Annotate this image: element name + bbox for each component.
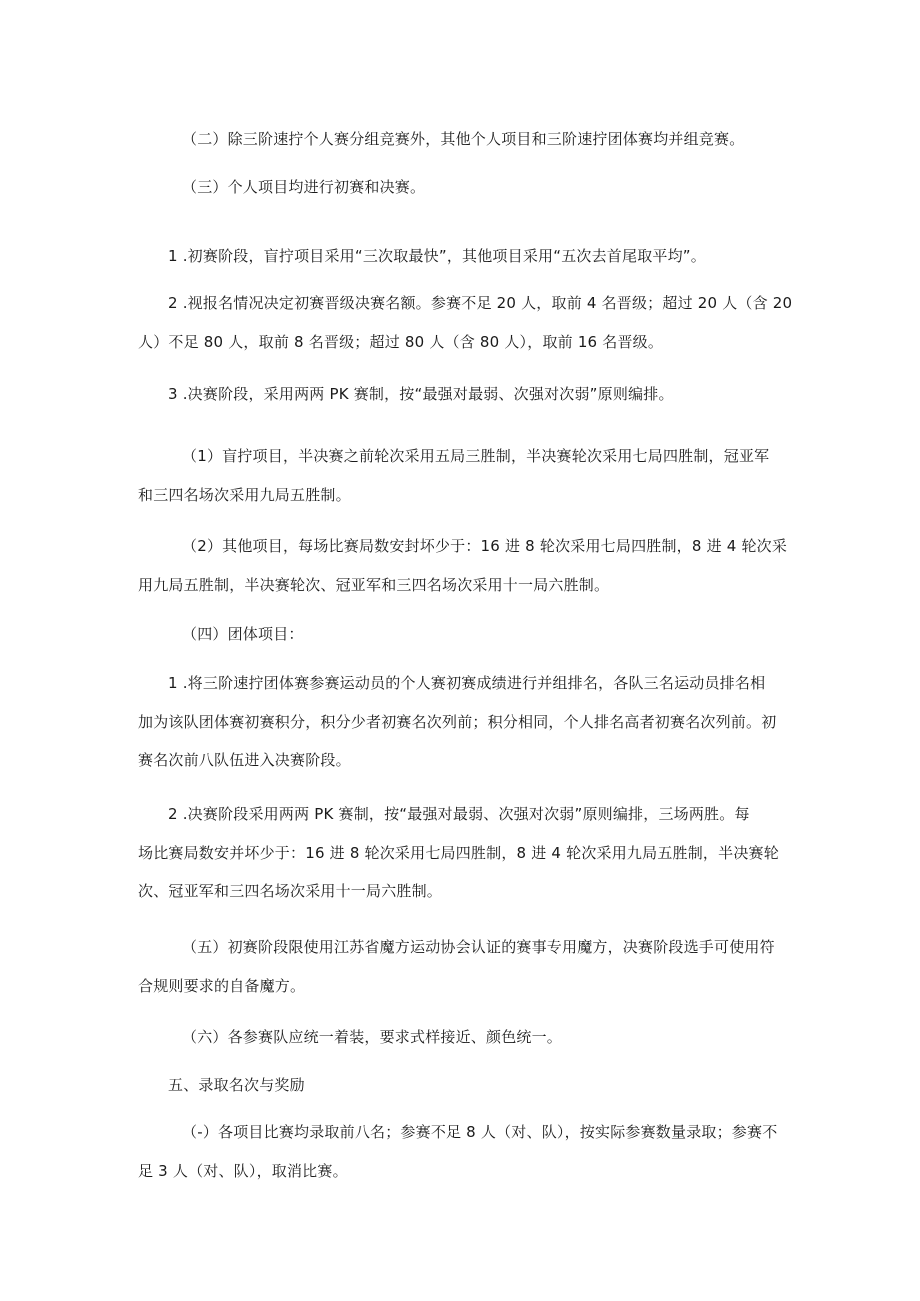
- paragraph-blindfold-rules: [138, 437, 786, 514]
- section-heading-awards: [168, 1066, 786, 1105]
- text-line: 五、录取名次与奖励: [168, 1076, 305, 1094]
- text-line: （四）团体项目：: [182, 625, 304, 643]
- paragraph-group-competition: [138, 120, 786, 159]
- text-line: （二）除三阶速拧个人赛分组竞赛外，其他个人项目和三阶速拧团体赛均并组竞赛。: [182, 130, 745, 148]
- text-line: 合规则要求的自备魔方。: [138, 976, 306, 995]
- paragraph-individual-rounds: [138, 168, 786, 207]
- text-line: 场比赛局数安并坏少于：16 进 8 轮次采用七局四胜制，8 进 4 轮次采用九局五胜制，半决赛轮: [138, 843, 779, 862]
- paragraph-qualification-quota: [138, 284, 793, 361]
- text-line: 用九局五胜制，半决赛轮次、冠亚军和三四名场次采用十一局六胜制。: [138, 575, 610, 594]
- text-line: 1 .初赛阶段，盲拧项目采用“三次取最快”，其他项目采用“五次去首尾取平均”。: [168, 247, 706, 265]
- text-line: （2）其他项目，每场比赛局数安封坏少于：16 进 8 轮次采用七局四胜制，8 进 4 轮次采: [182, 537, 788, 555]
- paragraph-final-stage: [168, 375, 786, 414]
- text-line: （1）盲拧项目，半决赛之前轮次采用五局三胜制，半决赛轮次采用七局四胜制，冠亚军: [182, 447, 770, 465]
- paragraph-team-events-heading: [138, 615, 786, 654]
- paragraph-team-final-stage: [138, 795, 786, 911]
- paragraph-cube-requirements: [138, 928, 786, 1005]
- text-line: （六）各参赛队应统一着装，要求式样接近、颜色统一。: [182, 1028, 563, 1046]
- paragraph-team-ranking: [138, 664, 786, 780]
- text-line: （-）各项目比赛均录取前八名；参赛不足 8 人（对、队），按实际参赛数量录取；参赛不: [182, 1123, 778, 1141]
- text-line: （五）初赛阶段限使用江苏省魔方运动协会认证的赛事专用魔方，决赛阶段选手可使用符: [182, 938, 775, 956]
- text-line: （三）个人项目均进行初赛和决赛。: [182, 178, 426, 196]
- text-line: 人）不足 80 人，取前 8 名晋级；超过 80 人（含 80 人），取前 16 名晋级。: [138, 332, 664, 351]
- text-line: 和三四名场次采用九局五胜制。: [138, 485, 351, 504]
- text-line: 1 .将三阶速拧团体赛参赛运动员的个人赛初赛成绩进行并组排名，各队三名运动员排名相: [168, 674, 766, 692]
- text-line: 2 .决赛阶段采用两两 PK 赛制，按“最强对最弱、次强对次弱”原则编排，三场两胜。每: [168, 805, 750, 823]
- text-line: 3 .决赛阶段，采用两两 PK 赛制，按“最强对最弱、次强对次弱”原则编排。: [168, 385, 674, 403]
- text-line: 2 .视报名情况决定初赛晋级决赛名额。参赛不足 20 人，取前 4 名晋级；超过 20 人（含 20: [168, 294, 793, 312]
- paragraph-ranking-admission: [138, 1113, 786, 1190]
- text-line: 次、冠亚军和三四名场次采用十一局六胜制。: [138, 882, 443, 900]
- paragraph-uniform-requirements: [138, 1018, 786, 1057]
- paragraph-other-events-rules: [138, 527, 786, 604]
- paragraph-preliminary-stage: [168, 237, 786, 276]
- text-line: 足 3 人（对、队），取消比赛。: [138, 1161, 348, 1180]
- text-line: 加为该队团体赛初赛积分，积分少者初赛名次列前；积分相同，个人排名高者初赛名次列前。初: [138, 712, 777, 731]
- text-line: 赛名次前八队伍进入决赛阶段。: [138, 751, 351, 769]
